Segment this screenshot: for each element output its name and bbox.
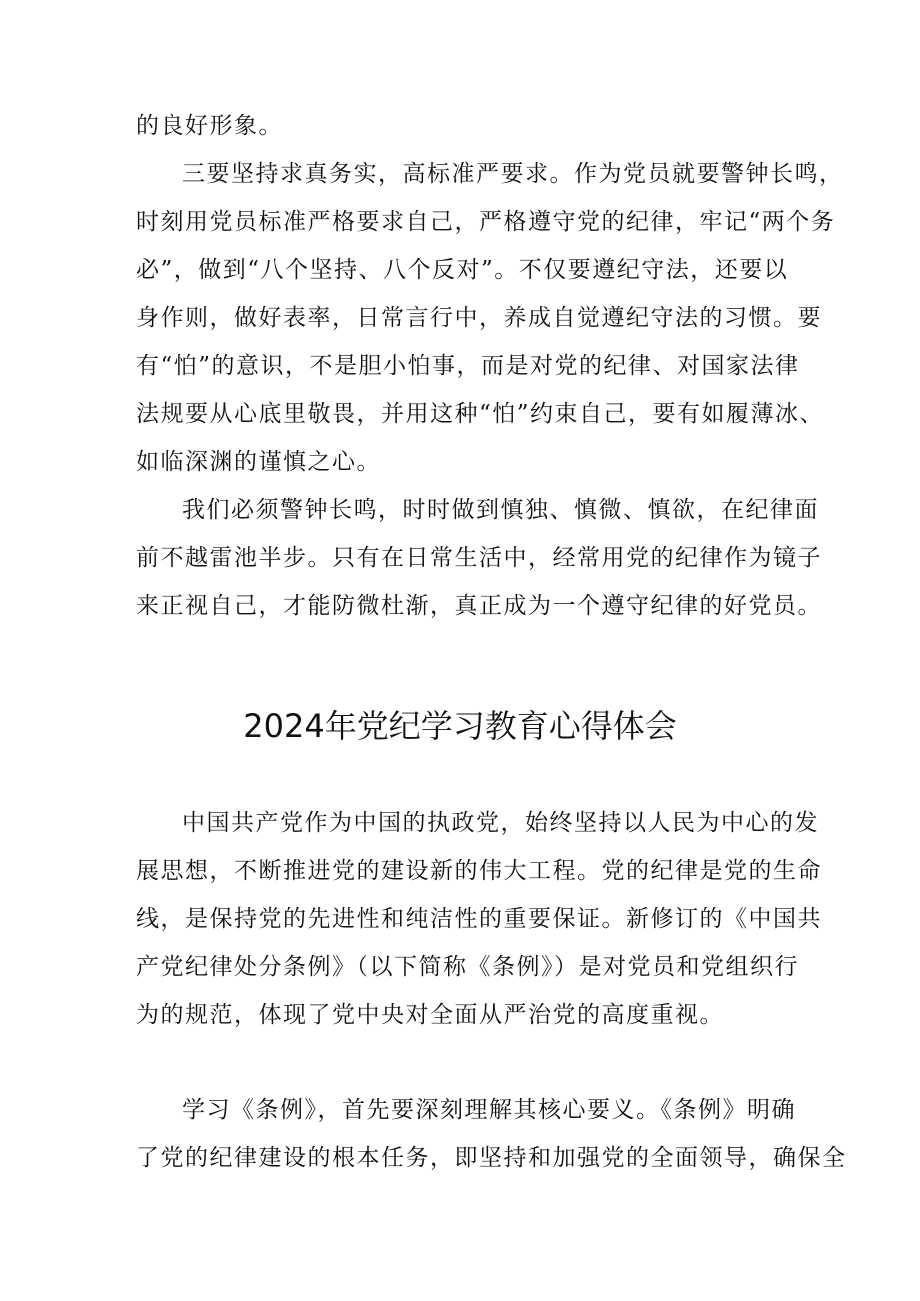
- paragraph-line: 必”，做到“八个坚持、八个反对”。不仅要遵纪守法，还要以: [136, 257, 789, 283]
- paragraph-line: 产党纪律处分条例》（以下简称《条例》）是对党员和党组织行: [136, 954, 799, 980]
- paragraph-line: 的良好形象。: [136, 113, 283, 139]
- paragraph-line: 我们必须警钟长鸣，时时做到慎独、慎微、慎欲，在纪律面: [182, 497, 819, 523]
- paragraph-line: 如临深渊的谨慎之心。: [136, 449, 381, 475]
- paragraph-line: 法规要从心底里敬畏，并用这种“怕”约束自己，要有如履薄冰、: [136, 401, 825, 427]
- paragraph-line: 来正视自己，才能防微杜渐，真正成为一个遵守纪律的好党员。: [136, 593, 822, 619]
- paragraph-line: 三要坚持求真务实，高标准严要求。作为党员就要警钟长鸣，: [182, 161, 844, 187]
- paragraph-line: 有“怕”的意识，不是胆小怕事，而是对党的纪律、对国家法律: [136, 353, 800, 379]
- paragraph-line: 为的规范，体现了党中央对全面从严治党的高度重视。: [136, 1002, 724, 1028]
- paragraph-line: 时刻用党员标准严格要求自己，严格遵守党的纪律，牢记“两个务: [136, 209, 836, 235]
- paragraph-line: 中国共产党作为中国的执政党，始终坚持以人民为中心的发: [182, 810, 819, 836]
- paragraph-line: 学习《条例》，首先要深刻理解其核心要义。《条例》明确: [182, 1097, 796, 1123]
- paragraph-line: 前不越雷池半步。只有在日常生活中，经常用党的纪律作为镜子: [136, 545, 822, 571]
- paragraph-line: 展思想，不断推进党的建设新的伟大工程。党的纪律是党的生命: [136, 858, 822, 884]
- paragraph-line: 线，是保持党的先进性和纯洁性的重要保证。新修订的《中国共: [136, 906, 822, 932]
- paragraph-line: 身作则，做好表率，日常言行中，养成自觉遵纪守法的习惯。要: [136, 305, 822, 331]
- paragraph-line: 了党的纪律建设的根本任务，即坚持和加强党的全面领导，确保全: [136, 1145, 847, 1171]
- page-title: 2024年党纪学习教育心得体会: [243, 707, 677, 745]
